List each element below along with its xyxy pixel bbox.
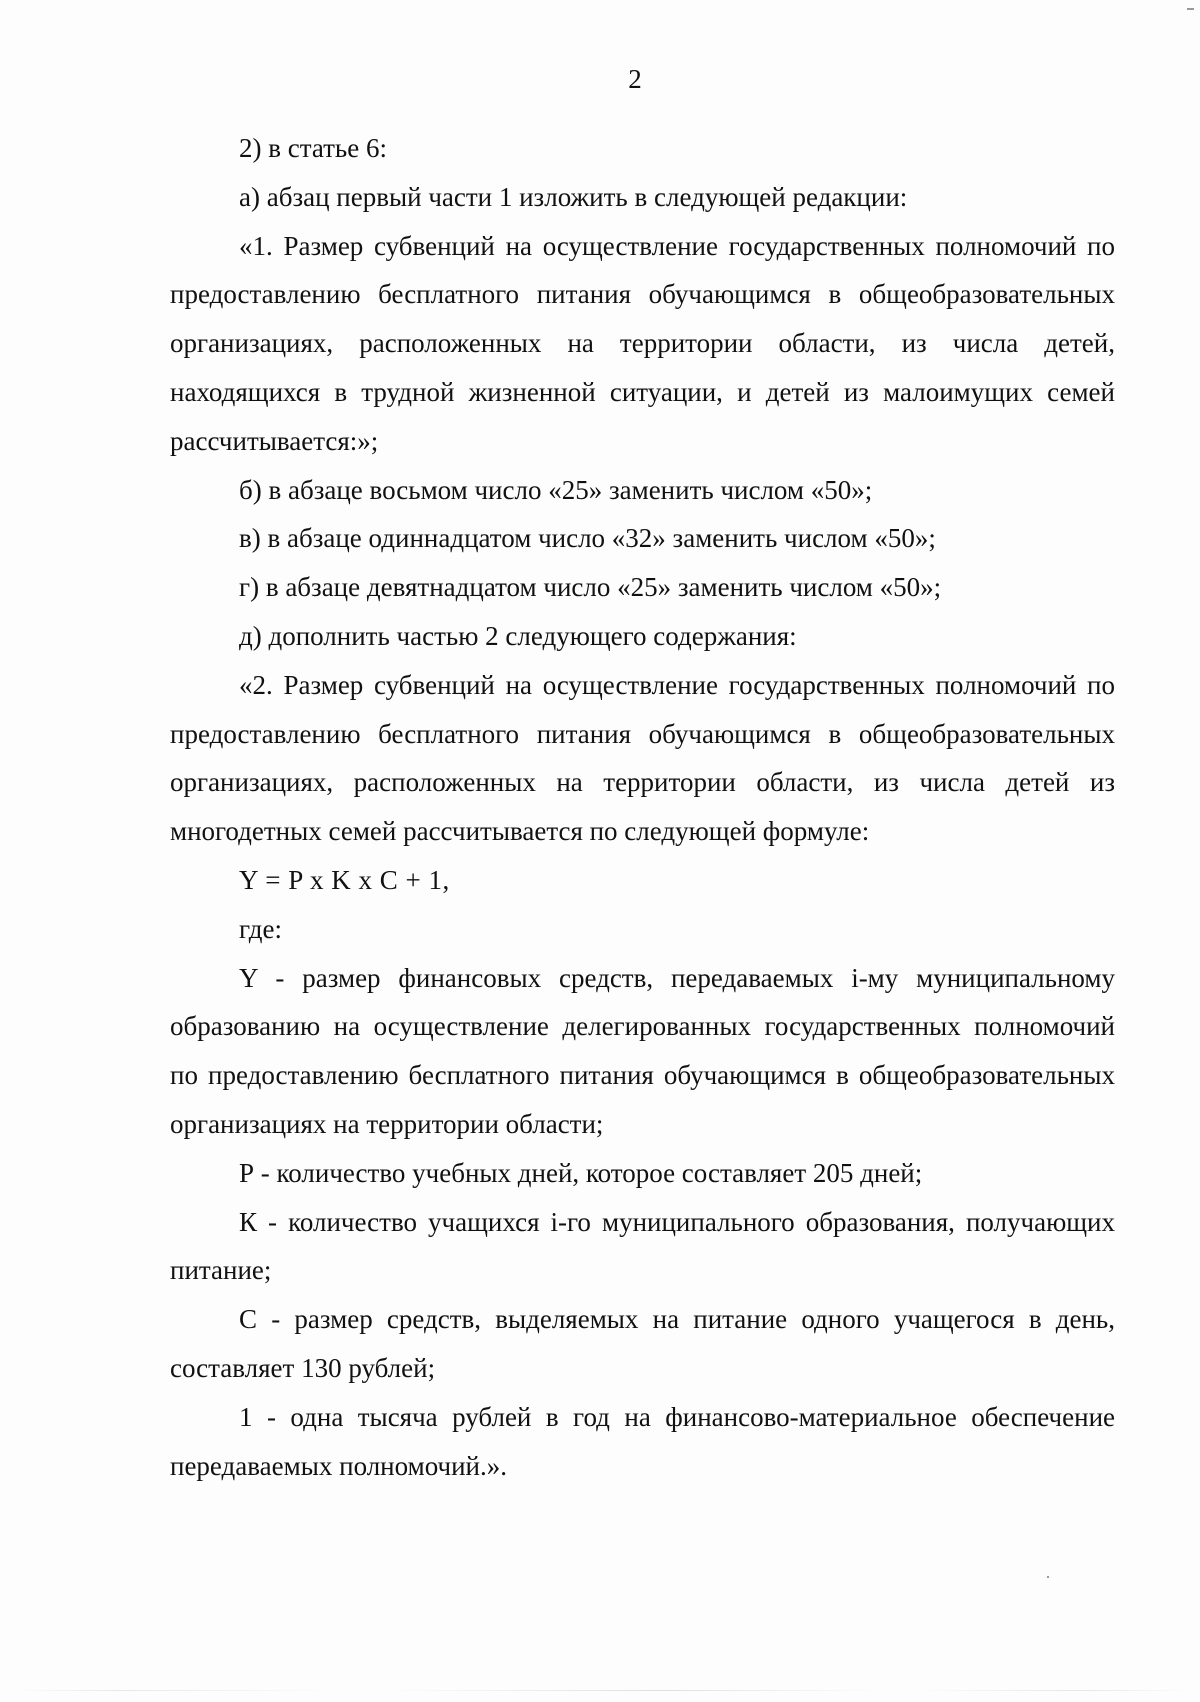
definition-p: Р - количество учебных дней, которое составляет 205 дней; — [239, 1157, 923, 1188]
document-body — [170, 124, 1115, 1490]
definition-1: 1 - одна тысяча рублей в год на финансово-материальное обеспечение передаваемых полномочий.». — [170, 1401, 1115, 1481]
definition-c: С - размер средств, выделяемых на питание одного учащегося в день, составляет 130 рублей; — [170, 1304, 1115, 1383]
paragraph-part-2-text: «2. Размер субвенций на осуществление государственных полномочий по предоставлению бесплатного питания обучающимся в общеобразовательных организациях, расположенных на территории области, из числа детей из многодетных семей рассчитывается по следующей формуле: — [170, 669, 1115, 847]
paragraph-part-1-text: «1. Размер субвенций на осуществление государственных полномочий по предоставлению бесплатного питания обучающимся в общеобразовательных организациях, расположенных на территории области, из числа детей, находящихся в трудной жизненной ситуации, и детей из малоимущих семей рассчитывается:»; — [170, 230, 1115, 456]
scan-artifact-dot — [1047, 1576, 1049, 1578]
paragraph-item-a: а) абзац первый части 1 изложить в следующей редакции: — [239, 181, 908, 212]
paragraph-item-b: б) в абзаце восьмом число «25» заменить числом «50»; — [239, 474, 873, 505]
scan-artifact-top-right — [1187, 8, 1194, 10]
definition-y: Y - размер финансовых средств, передаваемых i-му муниципальному образованию на осуществление делегированных государственных полномочий по предоставлению бесплатного питания обучающимся в общеобразовательных организациях на территории области; — [170, 962, 1115, 1139]
paragraph-item-d: д) дополнить частью 2 следующего содержания: — [239, 620, 797, 651]
formula: Y = P x K x C + 1, — [239, 864, 450, 895]
paragraph-item-v: в) в абзаце одиннадцатом число «32» заменить числом «50»; — [239, 523, 936, 554]
paragraph-item-g: г) в абзаце девятнадцатом число «25» заменить числом «50»; — [239, 572, 942, 603]
scan-artifact-bottom-edge — [0, 1690, 1200, 1691]
page-number: 2 — [628, 64, 642, 94]
where-label: где: — [239, 913, 282, 944]
definition-k: К - количество учащихся i-го муниципального образования, получающих питание; — [170, 1206, 1115, 1286]
paragraph-article-6: 2) в статье 6: — [239, 133, 387, 163]
